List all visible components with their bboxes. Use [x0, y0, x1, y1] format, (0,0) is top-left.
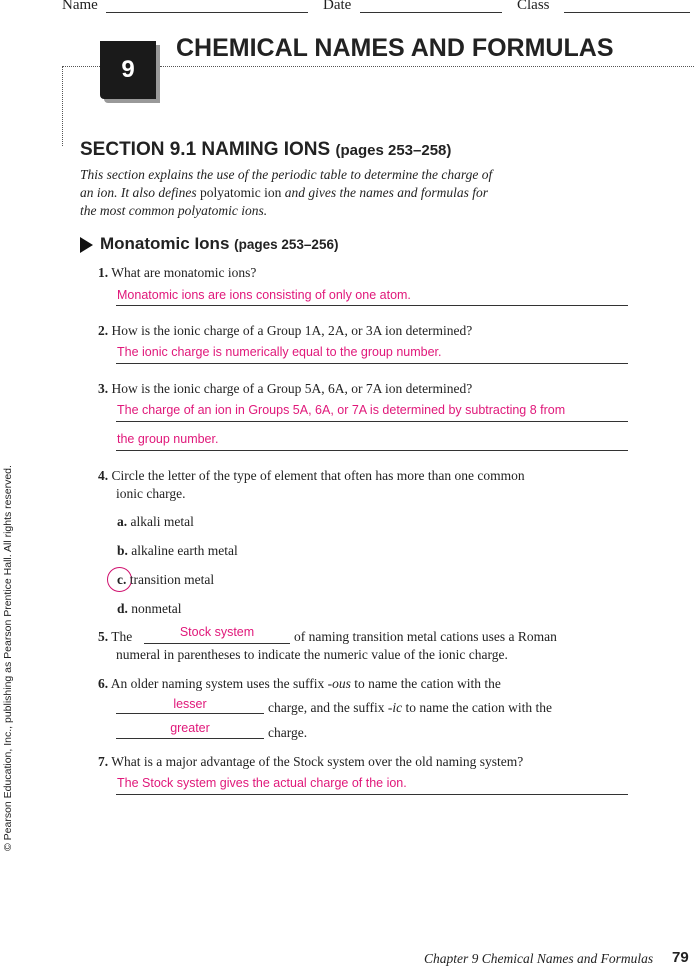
question-6-line-3: charge. — [268, 725, 308, 740]
date-field[interactable] — [360, 12, 502, 13]
chapter-title: CHEMICAL NAMES AND FORMULAS — [176, 34, 614, 62]
page-number: 79 — [672, 949, 689, 966]
answer-line-7 — [116, 794, 628, 795]
question-4: 4. Circle the letter of the type of element that often has more than one common ionic charge. — [98, 468, 525, 501]
question-6-line-1: 6. An older naming system uses the suffix -ous to name the cation with the — [98, 676, 501, 691]
name-label: Name — [62, 0, 98, 13]
question-5-line-2: numeral in parentheses to indicate the numeric value of the ionic charge. — [116, 647, 508, 662]
date-label: Date — [323, 0, 352, 13]
option-c[interactable]: c. transition metal — [117, 572, 215, 587]
chapter-number-badge: 9 — [100, 41, 156, 99]
answer-line-3a — [116, 421, 628, 422]
question-1: 1. What are monatomic ions? — [98, 265, 257, 280]
question-2: 2. How is the ionic charge of a Group 1A, 2A, or 3A ion determined? — [98, 323, 473, 338]
name-field[interactable] — [106, 12, 308, 13]
answer-line-2 — [116, 363, 628, 364]
class-label: Class — [517, 0, 550, 13]
banner-rule-vertical — [62, 66, 63, 146]
copyright-notice: © Pearson Education, Inc., publishing as Pearson Prentice Hall. All rights reserved. — [2, 465, 14, 851]
option-a[interactable]: a. alkali metal — [117, 514, 194, 529]
option-b[interactable]: b. alkaline earth metal — [117, 543, 238, 558]
section-intro: This section explains the use of the periodic table to determine the charge of an ion. It also defines polyatomic ion and gives the names and formulas for the most common polyatomic ions. — [80, 167, 493, 218]
question-3: 3. How is the ionic charge of a Group 5A, 6A, or 7A ion determined? — [98, 381, 473, 396]
answer-3-line-2[interactable]: the group number. — [117, 432, 219, 446]
blank-6a — [116, 713, 264, 714]
banner-rule-left — [62, 66, 102, 67]
subsection-title: Monatomic Ions (pages 253–256) — [100, 234, 339, 253]
answer-1[interactable]: Monatomic ions are ions consisting of only one atom. — [117, 288, 411, 302]
blank-6b — [116, 738, 264, 739]
answer-line-3b — [116, 450, 628, 451]
answer-5[interactable]: Stock system — [179, 625, 255, 639]
answer-6a[interactable]: lesser — [173, 697, 207, 711]
blank-5 — [144, 643, 290, 644]
subsection-arrow-icon — [80, 237, 93, 253]
answer-line-1 — [116, 305, 628, 306]
option-d[interactable]: d. nonmetal — [117, 601, 182, 616]
class-field[interactable] — [564, 12, 690, 13]
answer-7[interactable]: The Stock system gives the actual charge of the ion. — [117, 776, 407, 790]
question-5-start: 5. The — [98, 629, 133, 644]
question-6-line-2: charge, and the suffix -ic to name the cation with the — [268, 700, 553, 715]
question-7: 7. What is a major advantage of the Stock system over the old naming system? — [98, 754, 524, 769]
answer-2[interactable]: The ionic charge is numerically equal to the group number. — [117, 345, 442, 359]
section-title: SECTION 9.1 NAMING IONS (pages 253–258) — [80, 139, 452, 160]
answer-3-line-1[interactable]: The charge of an ion in Groups 5A, 6A, or 7A is determined by subtracting 8 from — [117, 403, 566, 417]
banner-rule-right — [160, 66, 694, 67]
answer-6b[interactable]: greater — [170, 721, 210, 735]
question-5-end: of naming transition metal cations uses a Roman — [294, 629, 557, 644]
footer-chapter-label: Chapter 9 Chemical Names and Formulas — [424, 951, 654, 966]
